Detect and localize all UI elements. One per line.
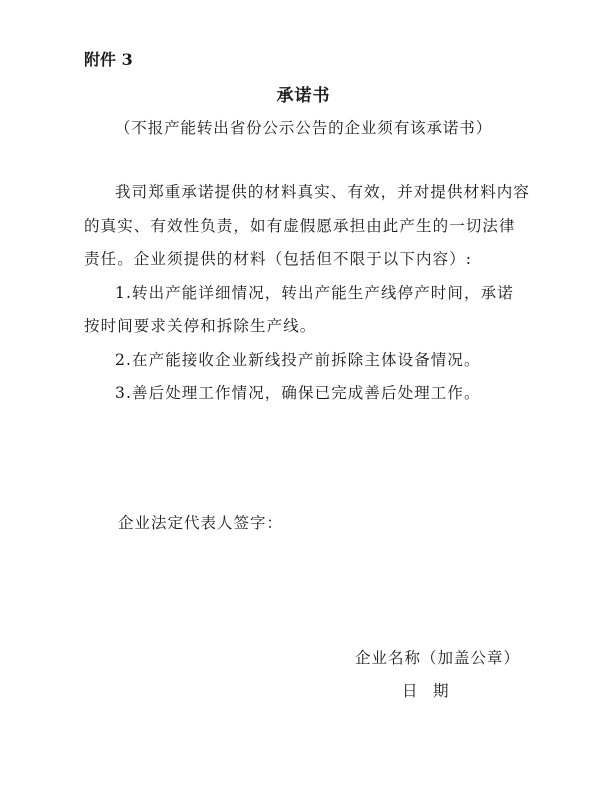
document-title: 承诺书 xyxy=(276,86,331,106)
commitment-paragraph: 我司郑重承诺提供的材料真实、有效，并对提供材料内容的真实、有效性负责，如有虚假愿承担由此产生的一切法律责任。企业须提供的材料（包括但不限于以下内容）: xyxy=(84,183,531,268)
legal-representative-signature-label: 企业法定代表人签字： xyxy=(118,514,284,532)
document-subtitle: （不报产能转出省份公示公告的企业须有该承诺书） xyxy=(114,119,493,137)
material-item-3: 3.善后处理工作情况，确保已完成善后处理工作。 xyxy=(115,384,481,402)
commitment-body xyxy=(84,176,530,411)
material-item-2: 2.在产能接收企业新线投产前拆除主体设备情况。 xyxy=(115,350,481,369)
company-name-seal-label: 企业名称（加盖公章） xyxy=(355,649,521,667)
date-label: 日 期 xyxy=(402,682,449,700)
attachment-label: 附件 3 xyxy=(84,50,133,69)
material-item-1: 1.转出产能详细情况，转出产能生产线停产时间，承诺按时间要求关停和拆除生产线。 xyxy=(84,283,514,335)
